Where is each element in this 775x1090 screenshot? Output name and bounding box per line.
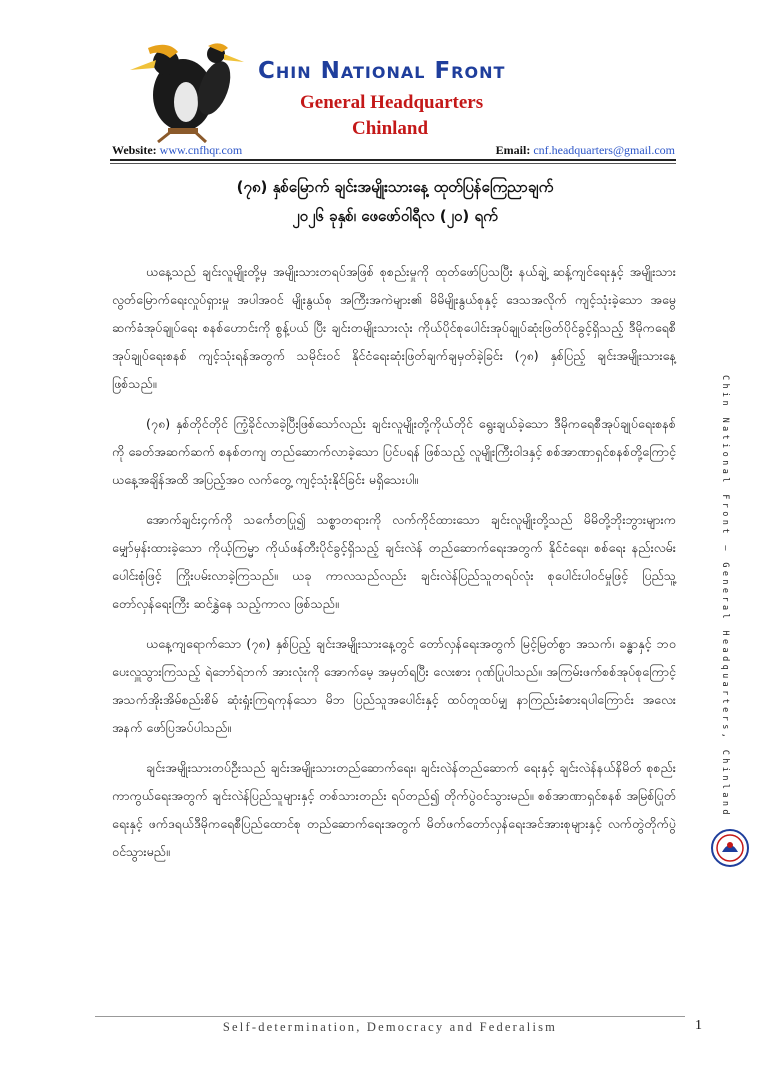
statement-body xyxy=(112,258,676,878)
org-name: Chin National Front xyxy=(258,58,506,84)
hornbill-icon xyxy=(128,40,246,144)
paragraph-4: ယနေ့ကျရောက်သော (၇၈) နှစ်ပြည့် ချင်းအမျိုးသားနေ့တွင် တော်လှန်ရေးအတွက် မြင့်မြတ်စွာ အသက်၊ ခန္ဓာနှင့် ဘဝ ပေးလှူသွားကြသည့် ရဲဘော်ရဲဘက် အားလုံးကို အောက်မေ့ အမှတ်ရပြီး လေးစား ဂုဏ်ပြုပါသည်။ အကြမ်းဖက်စစ်အုပ်စုကြောင့် အသက်အိုးအိမ်စည်းစိမ် ဆုံးရှုံးကြရကုန်သော မိဘ ပြည်သူအပေါင်းနှင့် ထပ်တူထပ်မျှ နာကြည်းခံစားရပါကြောင်း အလေးအနက် ဖော်ပြအပ်ပါသည်။ xyxy=(112,636,676,735)
paragraph-5: ချင်းအမျိုးသားတပ်ဦးသည် ချင်းအမျိုးသားတည်ဆောက်ရေး၊ ချင်းလဲန်တည်ဆောက် ရေးနှင့် ချင်းလဲန်နယ်နိမိတ် စုစည်းကာကွယ်ရေးအတွက် ချင်းလဲန်ပြည်သူများနှင့် တစ်သားတည်း ရပ်တည်၍ တိုက်ပွဲဝင်သွားမည်။ စစ်အာဏာရှင်စနစ် အမြစ်ပြုတ်ရေးနှင့် ဖက်ဒရယ်ဒီမိုကရေစီပြည်ထောင်စု တည်ဆောက်ရေးအတွက် မိတ်ဖက်တော်လှန်ရေးအင်အားစုများနှင့် လက်တွဲတိုက်ပွဲဝင်သွားမည်။ xyxy=(112,760,676,859)
header-divider-thin xyxy=(110,163,676,164)
website-contact xyxy=(112,143,242,158)
paragraph-2: (၇၈) နှစ်တိုင်တိုင် ကြံ့ခိုင်လာခဲ့ပြီးဖြစ်သော်လည်း ချင်းလူမျိုးတို့ကိုယ်တိုင် ရွေးချယ်ခဲ့သော ဒီမိုကရေစီအုပ်ချုပ်ရေးစနစ်ကို ခေတ်အဆက်ဆက် စနစ်တကျ တည်ဆောက်လာခဲ့သော ပြင်ပရန် ဖြစ်သည့် လူမျိုးကြီးဝါဒနှင့် စစ်အာဏာရှင်စနစ်တို့ကြောင့် ယနေ့အချိန်အထိ အပြည့်အဝ လက်တွေ့ ကျင့်သုံးနိုင်ခြင်း မရှိသေးပါ။ xyxy=(112,416,676,487)
page-number: 1 xyxy=(695,1018,702,1033)
email-contact xyxy=(496,143,675,158)
statement-title: (၇၈) နှစ်မြောက် ချင်းအမျိုးသားနေ့ ထုတ်ပြန်ကြေညာချက် xyxy=(236,178,554,196)
statement-date: ၂၀၂၆ ခုနှစ်၊ ဖေဖော်ဝါရီလ (၂၀) ရက် xyxy=(292,207,498,225)
paragraph-1: ယနေ့သည် ချင်းလူမျိုးတို့မှ အမျိုးသားတရပ်အဖြစ် စုစည်းမှုကို ထုတ်ဖော်ပြသပြီး နယ်ချဲ့ ဆန့်ကျင်ရေးနှင့် အမျိုးသားလွတ်မြောက်ရေးလှုပ်ရှားမှု အပါအဝင် မျိုးနွယ်စု အကြီးအကဲများ၏ မိမိမျိုးနွယ်စုနှင့် ဒေသအလိုက် ကျင့်သုံးခဲ့သော အမွေဆက်ခံအုပ်ချုပ်ရေး စနစ်ဟောင်းကို စွန့်ပယ် ပြီး ချင်းတမျိုးသားလုံး ကိုယ်ပိုင်စုပေါင်းအုပ်ချုပ်ဆုံးဖြတ်ပိုင်ခွင့်ရှိသည့် ဒီမိုကရေစီ အုပ်ချုပ်ရေးစနစ် ကျင့်သုံးရန်အတွက် သမိုင်းဝင် နိုင်ငံရေးဆုံးဖြတ်ချက်ချမှတ်ခဲ့ခြင်း (၇၈) နှစ်ပြည့် ချင်းအမျိုးသားနေ့ ဖြစ်သည်။ xyxy=(112,264,676,391)
header-divider xyxy=(110,159,676,161)
paragraph-3: အောက်ချင်း၄က်ကို သင်္ကေတပြု၍ သစ္စာတရားကို လက်ကိုင်ထားသော ချင်းလူမျိုးတို့သည် မိမိတို့ဘိုးဘွားများက မျှော်မှန်းထားခဲ့သော ကိုယ့်ကြမ္မာ ကိုယ်ဖန်တီးပိုင်ခွင့်ရှိသည့် ချင်းလဲန် တည်ဆောက်ရေးအတွက် နိုင်ငံရေး၊ စစ်ရေး နည်းလမ်းပေါင်းစုံဖြင့် ကြိုးပမ်းလာခဲ့ကြသည်။ ယခု ကာလသည်လည်း ချင်းလဲန်ပြည်သူတရပ်လုံး စုပေါင်းပါဝင်မှုဖြင့် ပြည်သူ့ တော်လှန်ရေးကြီး ဆင်နွှဲနေ သည့်ကာလ ဖြစ်သည်။ xyxy=(112,512,676,611)
email-link[interactable]: cnf.headquarters@gmail.com xyxy=(533,143,675,157)
side-banner-text: Chin National Front – General Headquarters, Chinland xyxy=(720,375,730,818)
footer-divider xyxy=(95,1016,685,1017)
region-title: Chinland xyxy=(352,118,429,139)
website-link[interactable]: www.cnfhqr.com xyxy=(159,143,243,157)
footer-tagline: Self-determination, Democracy and Federalism xyxy=(222,1020,558,1034)
emblem-icon xyxy=(710,828,750,868)
headquarters-title: General Headquarters xyxy=(300,92,484,113)
email-label: Email: xyxy=(495,143,531,157)
website-label: Website: xyxy=(112,143,157,157)
